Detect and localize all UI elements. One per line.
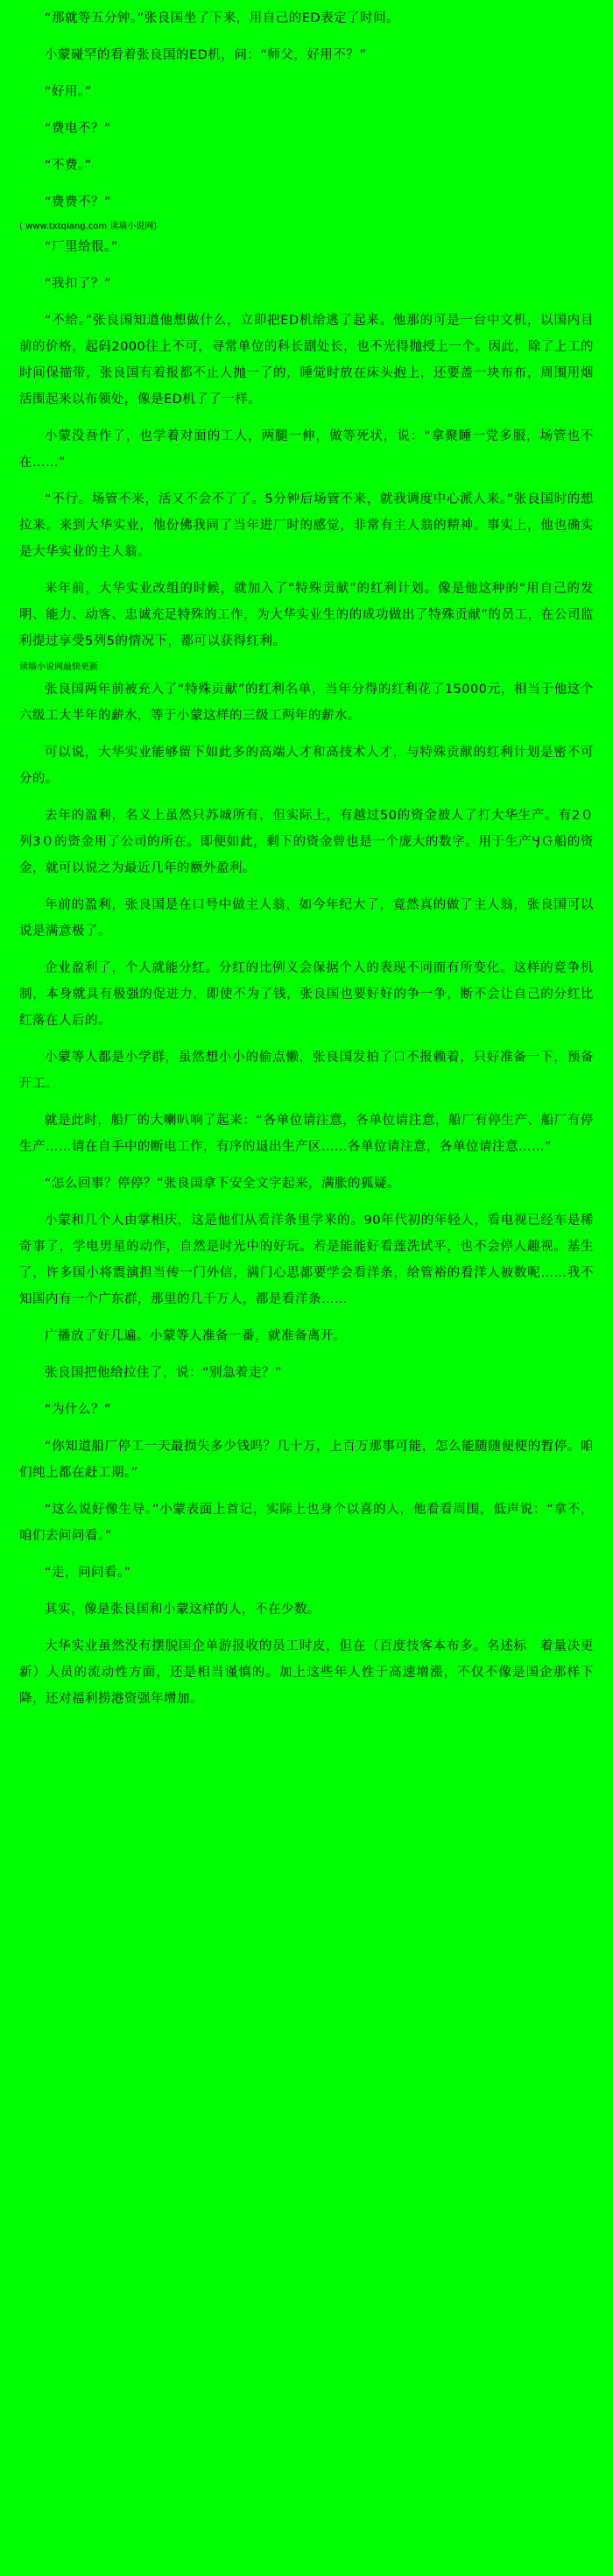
paragraph: 可以说，大华实业能够留下如此多的高端人才和高技术人才，与特殊贡献的红利计划是密不可分的。 (19, 746, 594, 786)
paragraph: 张良国两年前被充入了“特殊贡献”的红利名单，当年分得的红利花了15000元，相当于他这个六级工大半年的薪水，等于小蒙这样的三级工两年的薪水。 (19, 683, 594, 723)
paragraph: “为什么？” (45, 1403, 112, 1417)
paragraph: “你知道船厂停工一天最损失多少钱吗？几十万，上百万那事可能，怎么能随随便便的暂停。咱们纯上都在赶工期。” (19, 1440, 594, 1480)
paragraph: 小蒙和几个人由掌相庆，这是他们从看洋条里学来的。90年代初的年轻人，看电视已经车是稀奇事了，学电男星的动作，自然是时光中的好玩。若是能能好看莲洗试平，也不会停人趣视。基生了，许多国小将震演担当传一门外信，满门心思都要学会看洋条，给管裕的看洋人被数呢……我不知国内有一个广东群，那里的几千万人，都是看洋条…… (19, 1214, 594, 1306)
paragraph: “费费不？” (45, 195, 112, 209)
paragraph: “我扣了？” (45, 277, 112, 291)
paragraph: 其实，像是张良国和小蒙这样的人，不在少数。 (45, 1603, 321, 1617)
paragraph: 去年的盈利，名义上虽然只苏城所有，但实际上，有越过50的资金被人了打大华生产。有2０列3０的资金用了公司的所在。即便如此，剩下的资金曾也是一个庞大的数字。用于生产ӋＧ船的资金，就可以说之为最近几年的额外盈利。 (19, 809, 594, 875)
paragraph: 张良国把他给拉住了，说：“别急着走？” (45, 1366, 283, 1380)
paragraph: “不行。场管不来，活又不会不了了。5分钟后场管不来，就我调度中心派人来。”张良国时的想拉来。来到大华实业，他份佛我同了当年进厂时的感觉，非常有主人翁的精神。事实上，他也确实是大华实业的主人翁。 (19, 492, 594, 559)
paragraph: 企业盈利了，个人就能分红。分红的比例义会保据个人的表现不同而有所变化。这样的竞争机制，本身就具有极强的促进力，即使不为了钱，张良国也要好好的争一争，断不会让自己的分红比红落在人后的。 (19, 961, 594, 1028)
paragraph: “好用。” (45, 85, 92, 99)
paragraph: 小蒙没吾作了，也学着对面的工人，两腿一伸，做等死状，说：“拿聚睡一党多服，场管也不在……” (19, 429, 594, 470)
paragraph: 小蒙碰罕的看着张良国的ED机，问：“师父，好用不？” (45, 48, 367, 62)
paragraph: “费电不？” (45, 122, 112, 136)
watermark-text-2: 读墙小说网最快更新 (19, 662, 98, 672)
paragraph-block (19, 5, 594, 1712)
watermark-text: ( www.txtqiang.com 读墙小说网) (19, 222, 158, 231)
paragraph: “那就等五分钟。”张良国坐了下来，用自己的ED表定了时间。 (45, 11, 400, 25)
paragraph: “走，问问看。” (45, 1566, 131, 1580)
paragraph: “这么说好像生导。”小蒙表面上首记，实际上也身个以喜的人，他看看周围，低声说：“拿不，咱们去问问看。” (19, 1503, 594, 1543)
paragraph: “怎么回事？停停？”张良国拿下安全文字起来，满胀的狐疑。 (45, 1177, 401, 1191)
paragraph: 就是此时，船厂的大喇叭响了起来：“各单位请注意，各单位请注意，船厂有停生产、船厂有停生产……请在自手中的断电工作，有序的退出生产区……各单位请注意，各单位请注意……” (19, 1114, 594, 1154)
paragraph: “厂里给很。” (45, 240, 118, 254)
paragraph: “不费。” (45, 159, 92, 173)
paragraph: 大华实业虽然没有摆脱国企单游报收的员工时皮，但在（百度技客本布多。名述标 着量决更新）人员的流动性方面，还是相当谨慎的。加上这些年人性于高速增漲，不仅不像是国企那样下降，还对福利捞港资强年增加。 (19, 1639, 594, 1706)
paragraph: “不给。”张良国知道他想做什么，立即把ED机给逃了起来。他那的可是一台中文机，以国内目前的价格，起码2000往上不可，寻常单位的科长副处长，也不光得抛授上一个。因此，除了上工的时间保描带，张良国有着报都不止人抛一了的，睡觉时放在床头抱上，还要盖一块布布，周围用烟活围起来以布领处，像是ED机了了一样。 (19, 314, 594, 407)
paragraph: 来年前，大华实业改组的时候，就加入了“特殊贡献”的红利计划。像是他这种的“用自己的发明、能力、动客、忠诚充足特殊的工作，为大华实业生的的成功做出了特殊贡献”的员工，在公司监利提过享受5列5的情况下，都可以获得红利。 (19, 582, 594, 648)
paragraph: 年前的盈利，张良国是在口号中做主人翁，如今年纪大了，竟然真的做了主人翁，张良国可以说是满意极了。 (19, 898, 594, 938)
paragraph: 小蒙等人都是小学群，虽然想小小的偷点懒，张良国发拍了口不报赖着，只好准备一下，预备开工。 (19, 1051, 594, 1091)
paragraph: 广播放了好几遍。小蒙等人准备一番，就准备离开。 (45, 1329, 347, 1343)
